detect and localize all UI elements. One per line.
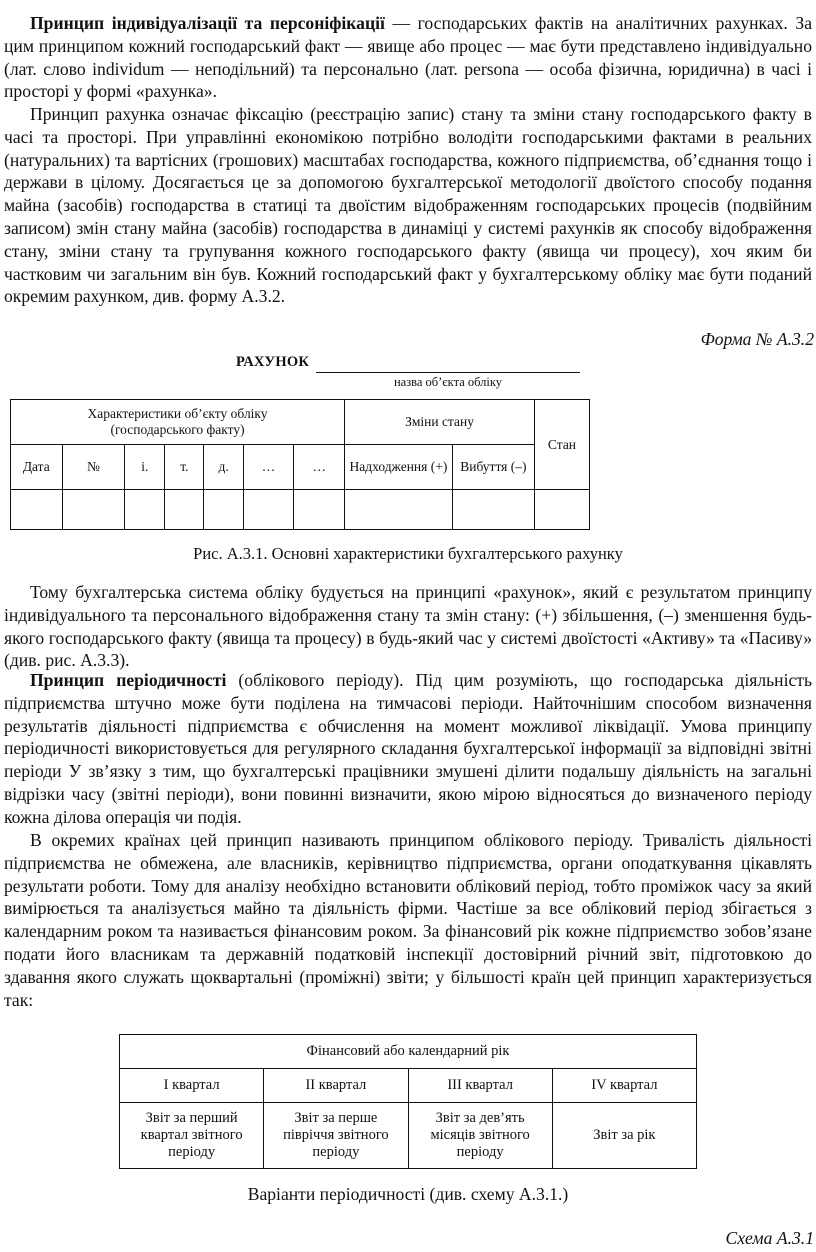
col-outflow: Вибуття (–)	[452, 445, 534, 490]
col-etc-1: …	[243, 445, 294, 490]
principle-individualization-title: Принцип індивідуалізації та персоніфікації	[30, 13, 385, 33]
quarter-1: I квартал	[120, 1069, 264, 1103]
periods-header: Фінансовий або календарний рік	[120, 1035, 697, 1069]
report-year: Звіт за рік	[552, 1103, 696, 1169]
table-row	[11, 445, 590, 490]
principle-periodicity-title: Принцип періодичності	[30, 670, 227, 690]
paragraph-accounting-period: В окремих країнах цей принцип називають принципом облікового періоду. Тривалість діяльності підприємства не обмежена, але власників, керівництво підприємства, органи оподаткування цікавлять результати роботи. Тому для аналізу необхідно встановити обліковий період, тобто проміжок часу за який вимірюється та аналізується майно та діяльність фірми. Частіше за все обліковий період збігається з календарним роком та називається фінансовим роком. За фінансовий рік кожне підприємство зобов’язане подати його власникам та державній податковій інспекції достовірний річний звіт, підготовкою до здавання якого служать щоквартальні (проміжні) звіти; у більшості країн цей принцип характеризується так:	[4, 830, 812, 1010]
col-t: т.	[165, 445, 204, 490]
schema-label: Схема А.3.1	[725, 1228, 814, 1248]
quarter-3: III квартал	[408, 1069, 552, 1103]
empty-cell	[11, 490, 63, 530]
empty-cell	[294, 490, 345, 530]
report-nine-months: Звіт за дев’ять місяців звітного періоду	[408, 1103, 552, 1169]
table-row	[120, 1035, 697, 1069]
empty-cell	[125, 490, 165, 530]
report-q1: Звіт за перший квартал звітного періоду	[120, 1103, 264, 1169]
empty-cell	[62, 490, 125, 530]
col-etc-2: …	[294, 445, 345, 490]
header-state: Стан	[534, 400, 589, 490]
paragraph-individualization-text: — господарських фактів на аналітичних рахунках. За цим принципом кожний господарський факт — явище або процес — має бути представлено індивідуально (лат. слово individum — неподільний) та персонально (лат. persona — особа фізична, юридична) в часі і просторі у формі «рахунка».	[4, 13, 813, 102]
col-d: д.	[204, 445, 243, 490]
paragraph-account-system: Тому бухгалтерська система обліку будується на принципі «рахунок», який є результатом принципу індивідуального та персонального відображення стану та змін стану: (+) збільшення, (–) зменшення будь-якого господарського факту (явища та процесу) в будь-який час у системі двоїстості «Активу» та «Пасиву» (див. рис. А.3.3).	[4, 582, 812, 671]
table-row	[120, 1069, 697, 1103]
form-number-label: Форма № А.3.2	[700, 329, 814, 349]
paragraph-individualization	[4, 12, 812, 103]
quarter-4: IV квартал	[552, 1069, 696, 1103]
paragraph-periodicity	[4, 669, 812, 829]
account-form-table	[10, 399, 590, 530]
figure-caption: Рис. А.3.1. Основні характеристики бухгалтерського рахунку	[193, 544, 623, 563]
empty-cell	[345, 490, 453, 530]
empty-cell	[165, 490, 204, 530]
col-date: Дата	[11, 445, 63, 490]
variants-caption: Варіанти періодичності (див. схему А.3.1.)	[247, 1184, 569, 1204]
account-name-line	[316, 372, 580, 373]
empty-cell	[204, 490, 243, 530]
empty-cell	[452, 490, 534, 530]
col-income: Надходження (+)	[345, 445, 453, 490]
periodicity-table	[119, 1034, 697, 1169]
quarter-2: II квартал	[264, 1069, 408, 1103]
account-form-title: РАХУНОК	[236, 354, 310, 370]
empty-cell	[534, 490, 589, 530]
table-row	[11, 400, 590, 445]
col-i: і.	[125, 445, 165, 490]
paragraph-account-principle: Принцип рахунка означає фіксацію (реєстрацію запис) стану та зміни стану господарського факту в часі та просторі. При управлінні економікою потрібно володіти господарськими фактами в реальних (натуральних) та вартісних (грошових) масштабах господарства, кожного підприємства, об’єднання тощо і держави в цілому. Досягається це за допомогою бухгалтерської методології двоїстого способу подання майна (засобів) господарства в статиці та двоїстим відображенням господарських процесів (подвійним записом) змін стану майна (засобів) господарства в динаміці у системі рахунків як способу відображення стану, зміни стану та групування кожного господарського факту (явища чи процесу), хоч яким би частковим чи загальним він був. Кожний господарський факт у бухгалтерському обліку має бути поданий окремим рахунком, див. форму А.3.2.	[4, 104, 812, 307]
table-row	[120, 1103, 697, 1169]
header-characteristics: Характеристики об’єкту обліку (господарського факту)	[11, 400, 345, 445]
header-changes: Зміни стану	[345, 400, 535, 445]
col-number: №	[62, 445, 125, 490]
account-form-subtitle: назва об’єкта обліку	[393, 375, 503, 389]
table-row	[11, 490, 590, 530]
empty-cell	[243, 490, 294, 530]
paragraph-periodicity-text: (облікового періоду). Під цим розуміють, що господарська діяльність підприємства штучно може бути поділена на тимчасові періоди. Найточнішим способом визначення результатів діяльності підприємства є обчислення на момент можливої ліквідації. Умова принципу періодичності використовується для регулярного складання бухгалтерської інформації за відповідні звітні періоди У зв’язку з тим, що бухгалтерські працівники змушені ділити подальшу діяльність на загальні відрізки часу (звітні періоди), вони повинні визначити, якою мірою відносяться до визначеного періоду кожна ділова операція чи подія.	[4, 670, 812, 827]
report-half-year: Звіт за перше півріччя звітного періоду	[264, 1103, 408, 1169]
